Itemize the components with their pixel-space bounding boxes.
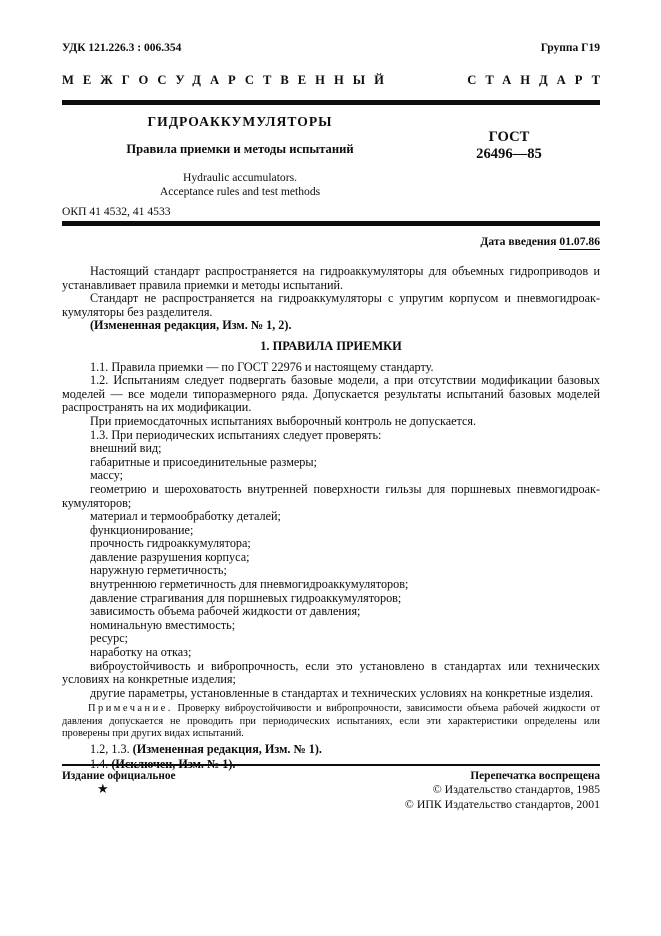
- checklist-item: массу;: [90, 468, 124, 483]
- banner-word-interstate: МЕЖГОСУДАРСТВЕННЫЙ: [62, 73, 393, 87]
- horizontal-rule-top: [62, 100, 600, 105]
- checklist-item: габаритные и присоединительные размеры;: [90, 454, 317, 469]
- gost-designation: [418, 114, 600, 199]
- checklist-item: внутреннюю герметичность для пневмогидроаккумуляторов;: [90, 577, 409, 592]
- note-text: Проверку виброустойчивости и вибропрочности, зависимости объема рабочей жидкости от давления допускается не проводить при периодических испытаниях, если эти характеристики определены или проверены при других видах испытаний.: [62, 703, 600, 740]
- section-heading: 1. ПРАВИЛА ПРИЕМКИ: [260, 338, 402, 353]
- clause-1-2: 1.2. Испытаниям следует подвергать базовые модели, а при отсутствии модификации базовых моделей — все модели типоразмерного ряда. Допускается результаты испытаний базовых моделей распространять на их модификации.: [62, 373, 600, 415]
- amendment-1-prefix: 1.2, 1.3.: [90, 741, 130, 756]
- checklist-item: материал и термообработку деталей;: [90, 509, 281, 524]
- intro-paragraph-1: Настоящий стандарт распространяется на гидроаккумуляторы для объемных гидроприводов и устанавливает правила приемки и методы испытаний.: [62, 264, 600, 292]
- copyright-2001: © ИПК Издательство стандартов, 2001: [404, 797, 600, 811]
- amendment-clause-1: [62, 742, 600, 756]
- clause-1-2-addendum: При приемосдаточных испытаниях выборочный контроль не допускается.: [90, 413, 477, 428]
- checklist-item: номинальную вместимость;: [90, 617, 236, 632]
- group-code: Группа Г19: [540, 42, 600, 54]
- checklist-item: наработку на отказ;: [90, 645, 192, 660]
- standard-type-banner: [62, 73, 609, 88]
- note-paragraph: [62, 703, 600, 740]
- effective-date: [62, 235, 600, 248]
- checklist-item: функционирование;: [90, 522, 194, 537]
- document-body: [62, 265, 600, 771]
- horizontal-rule-title: [62, 221, 600, 226]
- title-en-line1: Hydraulic accumulators.: [183, 171, 297, 184]
- checklist-item: другие параметры, установленные в стандартах и технических условиях на конкретные изделия.: [90, 685, 594, 700]
- document-title-ru: ГИДРОАККУМУЛЯТОРЫ: [147, 114, 333, 129]
- gost-number: 26496—85: [476, 146, 542, 162]
- checklist-item: давление страгивания для поршневых гидроаккумуляторов;: [90, 590, 402, 605]
- banner-word-standard: СТАНДАРТ: [467, 73, 609, 87]
- checklist-item: геометрию и шероховатость внутренней поверхности гильзы для поршневых пневмогидроаккумуляторов;: [62, 481, 600, 510]
- official-edition-label: Издание официальное: [62, 770, 176, 782]
- okp-codes: ОКП 41 4532, 41 4533: [62, 205, 171, 218]
- reprint-prohibited-label: Перепечатка воспрещена: [470, 770, 600, 782]
- clause-1-3: 1.3. При периодических испытаниях следует проверять:: [90, 427, 382, 442]
- document-title-en: [62, 171, 418, 199]
- intro-amendment-note: (Измененная редакция, Изм. № 1, 2).: [90, 318, 292, 333]
- clause-1-1: 1.1. Правила приемки — по ГОСТ 22976 и настоящему стандарту.: [90, 359, 434, 374]
- star-icon: ★: [97, 781, 109, 796]
- checklist-item: прочность гидроаккумулятора;: [90, 536, 251, 551]
- note-label: Примечание.: [88, 703, 173, 715]
- checklist-item: наружную герметичность;: [90, 563, 227, 578]
- checklist-item: внешний вид;: [90, 441, 162, 456]
- checklist: [62, 442, 600, 700]
- footer-rule: [62, 764, 600, 766]
- effective-date-label: Дата введения: [480, 235, 557, 248]
- checklist-item: давление разрушения корпуса;: [90, 549, 250, 564]
- copyright-block: [405, 782, 600, 812]
- codes-row: [62, 42, 600, 54]
- checklist-item: ресурс;: [90, 631, 129, 646]
- checklist-item: виброустойчивость и вибропрочность, если это установлено в стандартах или технических условиях на конкретные изделия;: [62, 658, 600, 687]
- page-footer: [62, 764, 600, 812]
- udk-code: УДК 121.226.3 : 006.354: [62, 42, 182, 54]
- copyright-1985: © Издательство стандартов, 1985: [432, 782, 600, 796]
- intro-paragraph-2: Стандарт не распространяется на гидроаккумуляторы с упругим корпусом и пневмогидроаккумуляторы без разделителя.: [62, 291, 600, 319]
- title-left-column: [62, 114, 418, 199]
- footer-notices-row: [62, 770, 600, 782]
- footer-bottom-row: [62, 782, 600, 812]
- title-block: [62, 114, 600, 199]
- gost-label: ГОСТ: [488, 129, 530, 145]
- document-subtitle-ru: Правила приемки и методы испытаний: [126, 142, 354, 156]
- amendment-1-text: (Измененная редакция, Изм. № 1).: [132, 741, 322, 756]
- title-en-line2: Acceptance rules and test methods: [159, 185, 321, 198]
- checklist-item: зависимость объема рабочей жидкости от давления;: [90, 604, 361, 619]
- effective-date-value: 01.07.86: [559, 235, 600, 248]
